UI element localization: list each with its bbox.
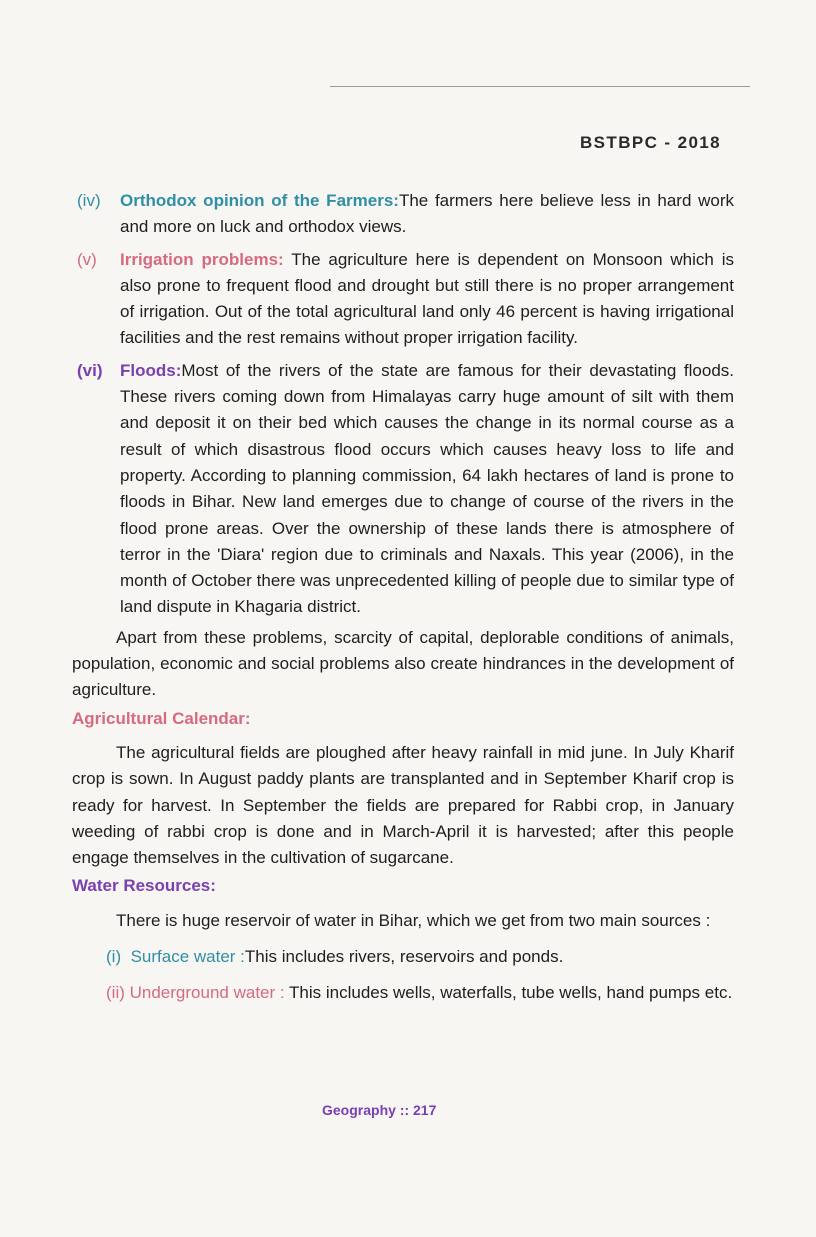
item-text: The farmers here believe less in hard work and more on luck and orthodox views. — [120, 191, 735, 237]
calendar-heading: Agricultural Calendar: — [72, 708, 251, 728]
item-number: (v) — [77, 249, 97, 269]
source-number: (i) — [106, 947, 122, 967]
page-header: BSTBPC - 2018 — [580, 133, 722, 152]
top-rule — [330, 86, 750, 87]
list-item-vi — [72, 358, 734, 621]
item-text: The agriculture here is dependent on Monsoon which is also prone to frequent flood and drought but still there is no proper arrangement of irrigation. Out of the total agricultural land only 46 percent is having irrigational facilities and the rest remains without proper irrigation facility. — [120, 249, 734, 348]
source-text: This includes wells, waterfalls, tube wells, hand pumps etc. — [284, 983, 733, 1003]
item-text: Most of the rivers of the state are famous for their devastating floods. These rivers coming down from Himalayas carry huge amount of silt with them and deposit it on their bed which causes the change in its normal course as a result of which disastrous flood occurs which causes heavy loss to life and property. According to planning commission, 64 lakh hectares of land is prone to floods in Bihar. New land emerges due to change of course of the rivers in the flood prone areas. Over the ownership of these lands there is atmosphere of terror in the 'Diara' region due to criminals and Naxals. This year (2006), in the month of October there was unprecedented killing of people due to similar type of land dispute in Khagaria district. — [120, 360, 734, 617]
page-footer: Geography :: 217 — [322, 1102, 437, 1118]
item-title: Irrigation problems: — [120, 249, 284, 269]
item-number: (iv) — [77, 191, 101, 210]
calendar-paragraph: The agricultural fields are ploughed after heavy rainfall in mid june. In July Kharif crop is sown. In August paddy plants are transplanted and in September Kharif crop is ready for harvest. In September the fields are prepared for Rabbi crop, in January weeding of rabbi crop is done and in March-April it is harvested; after this people engage themselves in the cultivation of sugarcane. — [72, 742, 734, 868]
source-item-ii — [72, 980, 734, 1006]
water-heading: Water Resources: — [72, 876, 216, 896]
item-title: Floods: — [120, 360, 182, 380]
list-item-v — [72, 247, 734, 352]
source-item-i — [72, 944, 734, 970]
water-paragraph: There is huge reservoir of water in Bihar, which we get from two main sources : — [116, 910, 711, 930]
source-title: Underground water : — [129, 983, 285, 1003]
page-body — [72, 188, 734, 1007]
source-text: This includes rivers, reservoirs and ponds. — [244, 947, 564, 967]
list-item-iv — [72, 188, 734, 241]
source-number: (ii) — [106, 983, 125, 1003]
source-title: Surface water : — [130, 947, 245, 967]
apart-paragraph: Apart from these problems, scarcity of capital, deplorable conditions of animals, population, economic and social problems also create hindrances in the development of agriculture. — [72, 627, 734, 700]
item-number: (vi) — [77, 360, 103, 380]
item-title: Orthodox opinion of the Farmers: — [120, 191, 399, 210]
